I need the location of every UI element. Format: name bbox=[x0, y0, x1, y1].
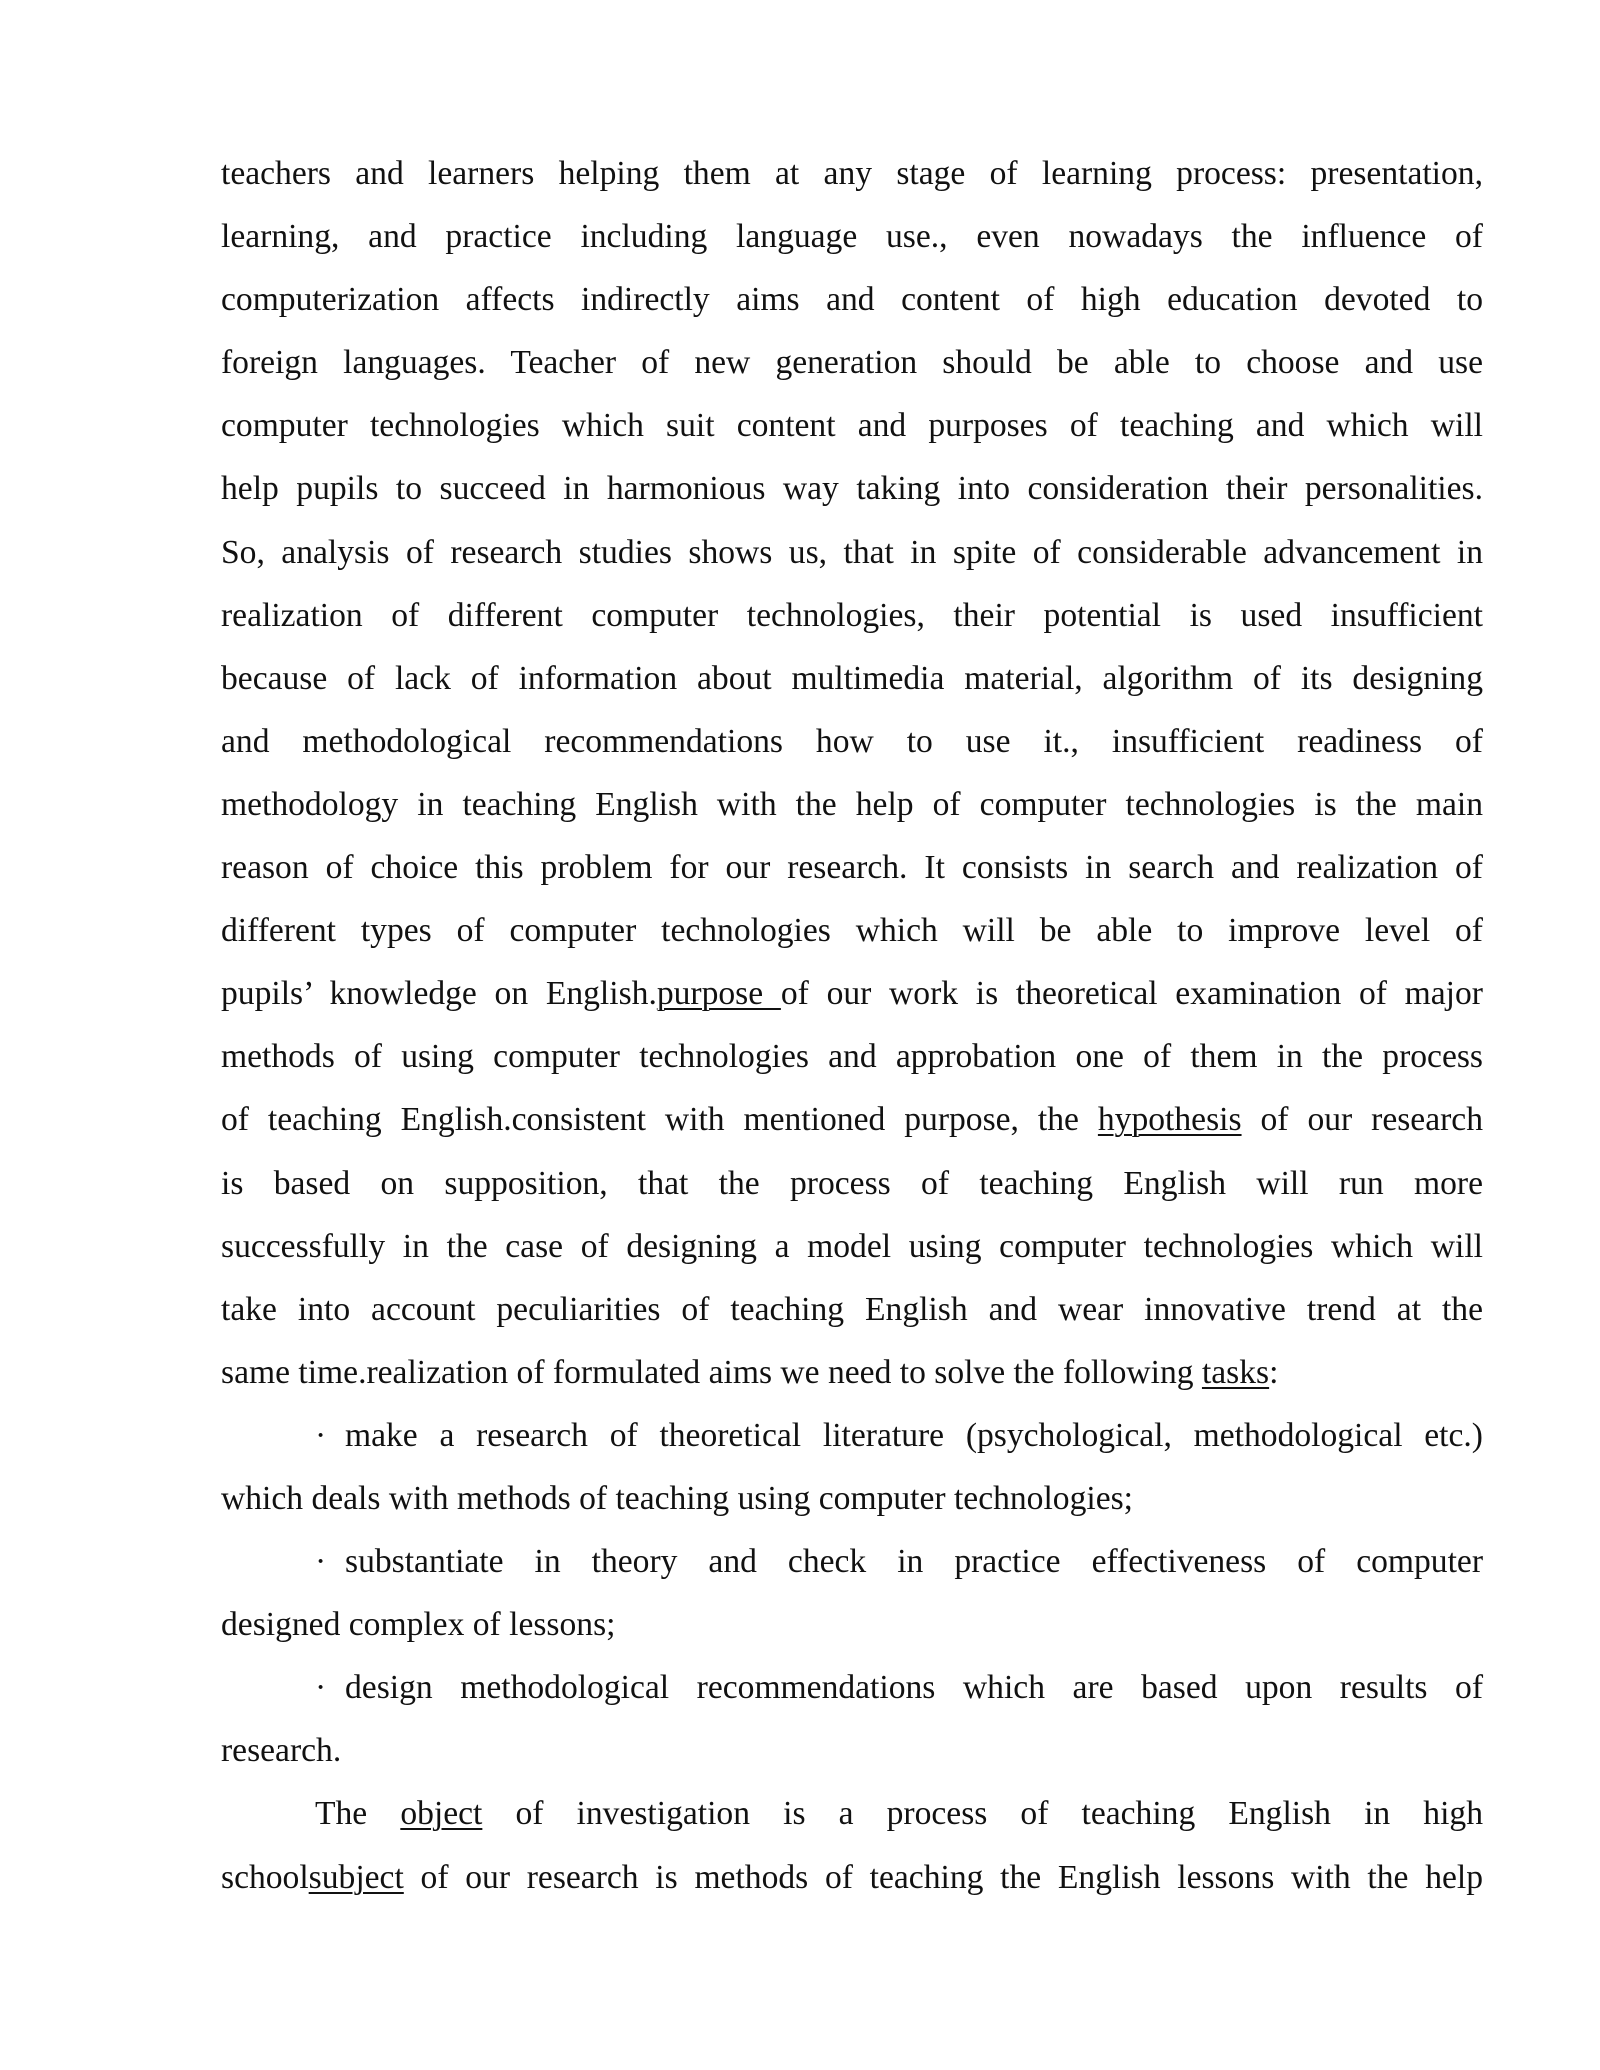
bullet-text: make a research of theoretical literature (psychological, methodological etc.) bbox=[345, 1416, 1483, 1454]
text-line-purpose bbox=[221, 962, 1483, 1025]
text-segment: of our research bbox=[1241, 1101, 1483, 1139]
text-segment: of our work is theoretical examination of major bbox=[780, 975, 1483, 1013]
bullet-icon: · bbox=[315, 1669, 327, 1707]
text-segment: school bbox=[221, 1858, 309, 1896]
text-line: help pupils to succeed in harmonious way taking into consideration their personalities. bbox=[221, 470, 1483, 508]
text-line: different types of computer technologies which will be able to improve level of bbox=[221, 912, 1483, 950]
bullet-icon: · bbox=[315, 1416, 327, 1454]
text-segment: The bbox=[315, 1795, 401, 1833]
text-line-tasks bbox=[221, 1341, 1483, 1404]
text-line-subject bbox=[221, 1846, 1483, 1909]
text-line: methods of using computer technologies and approbation one of them in the process bbox=[221, 1038, 1483, 1076]
bullet-icon: · bbox=[315, 1543, 327, 1581]
text-line: So, analysis of research studies shows us, that in spite of considerable advancement in bbox=[221, 533, 1483, 571]
bullet-continuation: research. bbox=[221, 1732, 342, 1770]
text-segment: same time.realization of formulated aims we need to solve the following bbox=[221, 1353, 1202, 1391]
text-line: methodology in teaching English with the help of computer technologies is the main bbox=[221, 785, 1483, 823]
text-line: realization of different computer technologies, their potential is used insufficient bbox=[221, 596, 1483, 634]
text-line-object bbox=[221, 1782, 1483, 1845]
text-segment: pupils’ knowledge on English. bbox=[221, 975, 657, 1013]
text-line: successfully in the case of designing a model using computer technologies which will bbox=[221, 1227, 1483, 1265]
text-line: learning, and practice including language use., even nowadays the influence of bbox=[221, 218, 1483, 256]
text-line: take into account peculiarities of teaching English and wear innovative trend at the bbox=[221, 1290, 1483, 1328]
tasks-term: tasks bbox=[1201, 1353, 1270, 1391]
subject-term: subject bbox=[308, 1858, 404, 1896]
text-line: computer technologies which suit content and purposes of teaching and which will bbox=[221, 407, 1483, 445]
text-line: foreign languages. Teacher of new generation should be able to choose and use bbox=[221, 344, 1483, 382]
document-page bbox=[221, 142, 1483, 1909]
bullet-continuation: which deals with methods of teaching using computer technologies; bbox=[221, 1479, 1134, 1517]
bullet-item-1 bbox=[221, 1404, 1483, 1467]
bullet-item-2 bbox=[221, 1530, 1483, 1593]
hypothesis-term: hypothesis bbox=[1097, 1101, 1242, 1139]
text-line: and methodological recommendations how to use it., insufficient readiness of bbox=[221, 722, 1483, 760]
text-line: reason of choice this problem for our research. It consists in search and realization of bbox=[221, 849, 1483, 887]
text-segment: of investigation is a process of teaching English in high bbox=[482, 1795, 1483, 1833]
text-line: is based on supposition, that the process of teaching English will run more bbox=[221, 1164, 1483, 1202]
text-line: computerization affects indirectly aims and content of high education devoted to bbox=[221, 281, 1483, 319]
text-line: because of lack of information about multimedia material, algorithm of its designing bbox=[221, 659, 1483, 697]
text-segment: of teaching English.consistent with mentioned purpose, the bbox=[221, 1101, 1098, 1139]
text-line-hypothesis bbox=[221, 1088, 1483, 1151]
bullet-continuation: designed complex of lessons; bbox=[221, 1606, 616, 1644]
bullet-item-3 bbox=[221, 1656, 1483, 1719]
text-line: teachers and learners helping them at any stage of learning process: presentation, bbox=[221, 155, 1483, 192]
bullet-text: design methodological recommendations which are based upon results of bbox=[345, 1669, 1483, 1707]
object-term: object bbox=[400, 1795, 483, 1833]
text-segment: : bbox=[1269, 1353, 1279, 1391]
purpose-term: purpose bbox=[656, 975, 781, 1013]
bullet-text: substantiate in theory and check in practice effectiveness of computer bbox=[345, 1543, 1483, 1581]
text-segment: of our research is methods of teaching the English lessons with the help bbox=[403, 1858, 1483, 1896]
